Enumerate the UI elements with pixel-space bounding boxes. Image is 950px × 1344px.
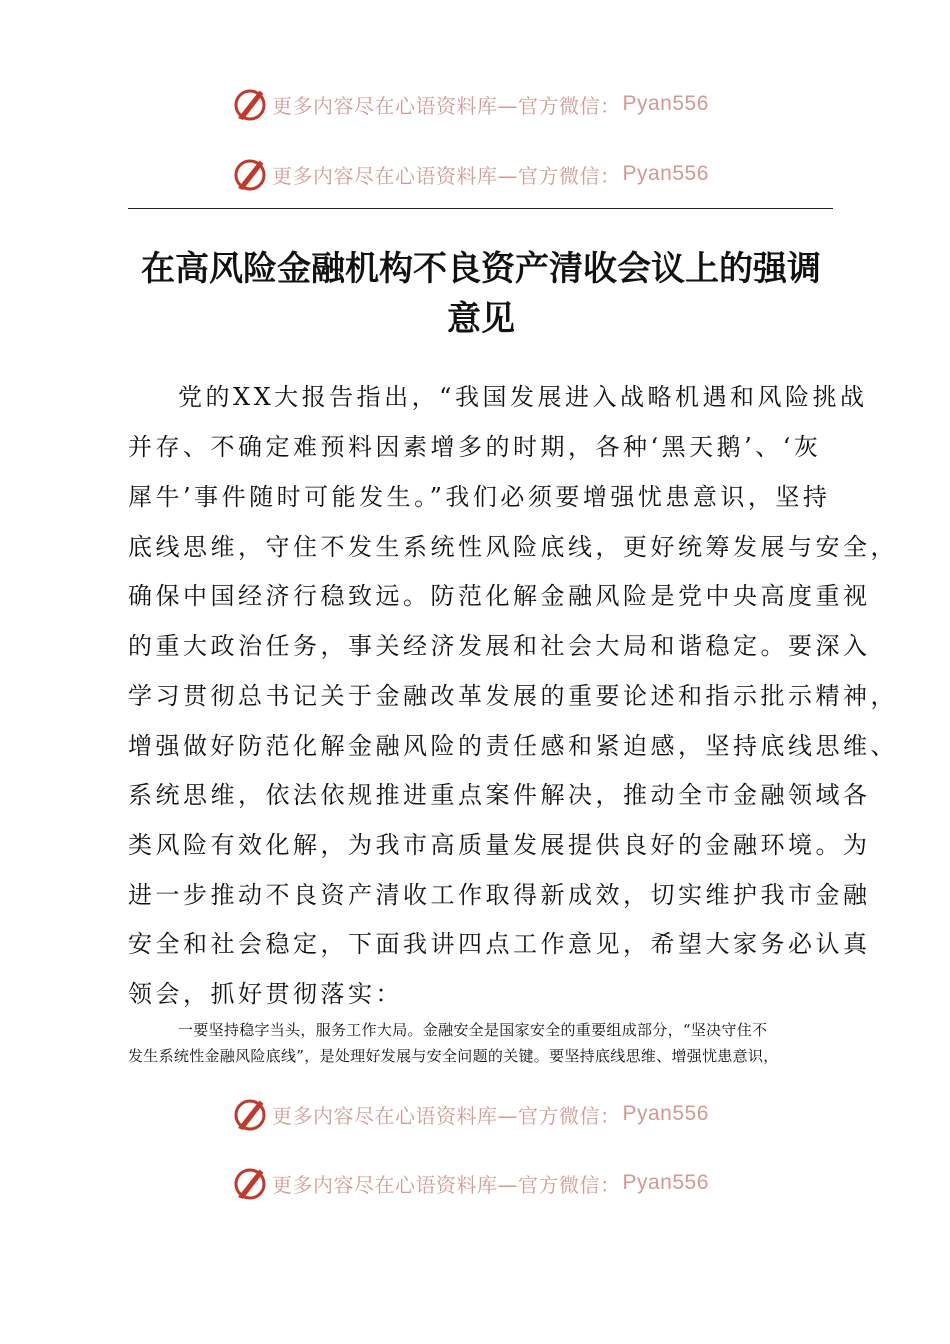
watermark-wechat-id: Pyan556 — [622, 92, 709, 115]
watermark-row — [230, 84, 709, 124]
watermark-row — [230, 1163, 709, 1203]
small-paragraph-line: 发生系统性金融风险底线”，是处理好发展与安全问题的关键。要坚持底线思维、增强忧患意识， — [128, 1047, 779, 1065]
document-title — [125, 244, 837, 344]
body-line: 的重大政治任务，事关经济发展和社会大局和谐稳定。要深入 — [128, 632, 871, 660]
pen-logo-icon — [230, 84, 270, 124]
body-line: 并存、不确定难预料因素增多的时期，各种‘黑天鹅’、‘灰 — [128, 433, 822, 461]
body-line: 进一步推动不良资产清收工作取得新成效，切实维护我市金融 — [128, 881, 871, 909]
watermark-text: 更多内容尽在心语资料库—官方微信： — [272, 1172, 621, 1197]
body-line: 增强做好防范化解金融风险的责任感和紧迫感，坚持底线思维、 — [128, 732, 898, 760]
pen-logo-icon — [230, 154, 270, 194]
pen-logo-icon — [230, 1163, 270, 1203]
body-line: 系统思维，依法依规推进重点案件解决，推动全市金融领域各 — [128, 781, 871, 809]
title-line: 在高风险金融机构不良资产清收会议上的强调 — [141, 249, 821, 289]
watermark-wechat-id: Pyan556 — [622, 162, 709, 185]
watermark-text: 更多内容尽在心语资料库—官方微信： — [272, 93, 621, 118]
body-line: 安全和社会稳定，下面我讲四点工作意见，希望大家务必认真 — [128, 930, 871, 958]
body-line: 党的XX大报告指出，“我国发展进入战略机遇和风险挑战 — [178, 383, 868, 411]
watermark-row — [230, 1094, 709, 1134]
watermark-row — [230, 154, 709, 194]
watermark-text: 更多内容尽在心语资料库—官方微信： — [272, 1103, 621, 1128]
body-line: 犀牛’事件随时可能发生。”我们必须要增强忧患意识，坚持 — [128, 483, 831, 511]
watermark-wechat-id: Pyan556 — [622, 1102, 709, 1125]
small-paragraph-line: 一要坚持稳字当头，服务工作大局。金融安全是国家安全的重要组成部分，“坚决守住不 — [178, 1021, 768, 1039]
header-divider — [128, 208, 833, 209]
body-line: 底线思维，守住不发生系统性风险底线，更好统筹发展与安全， — [128, 533, 898, 561]
pen-logo-icon — [230, 1094, 270, 1134]
watermark-wechat-id: Pyan556 — [622, 1171, 709, 1194]
title-line: 意见 — [447, 299, 515, 339]
body-line: 领会，抓好贯彻落实： — [128, 980, 403, 1008]
body-line: 确保中国经济行稳致远。防范化解金融风险是党中央高度重视 — [128, 582, 871, 610]
body-line: 学习贯彻总书记关于金融改革发展的重要论述和指示批示精神， — [128, 682, 898, 710]
body-line: 类风险有效化解，为我市高质量发展提供良好的金融环境。为 — [128, 831, 871, 859]
watermark-text: 更多内容尽在心语资料库—官方微信： — [272, 163, 621, 188]
